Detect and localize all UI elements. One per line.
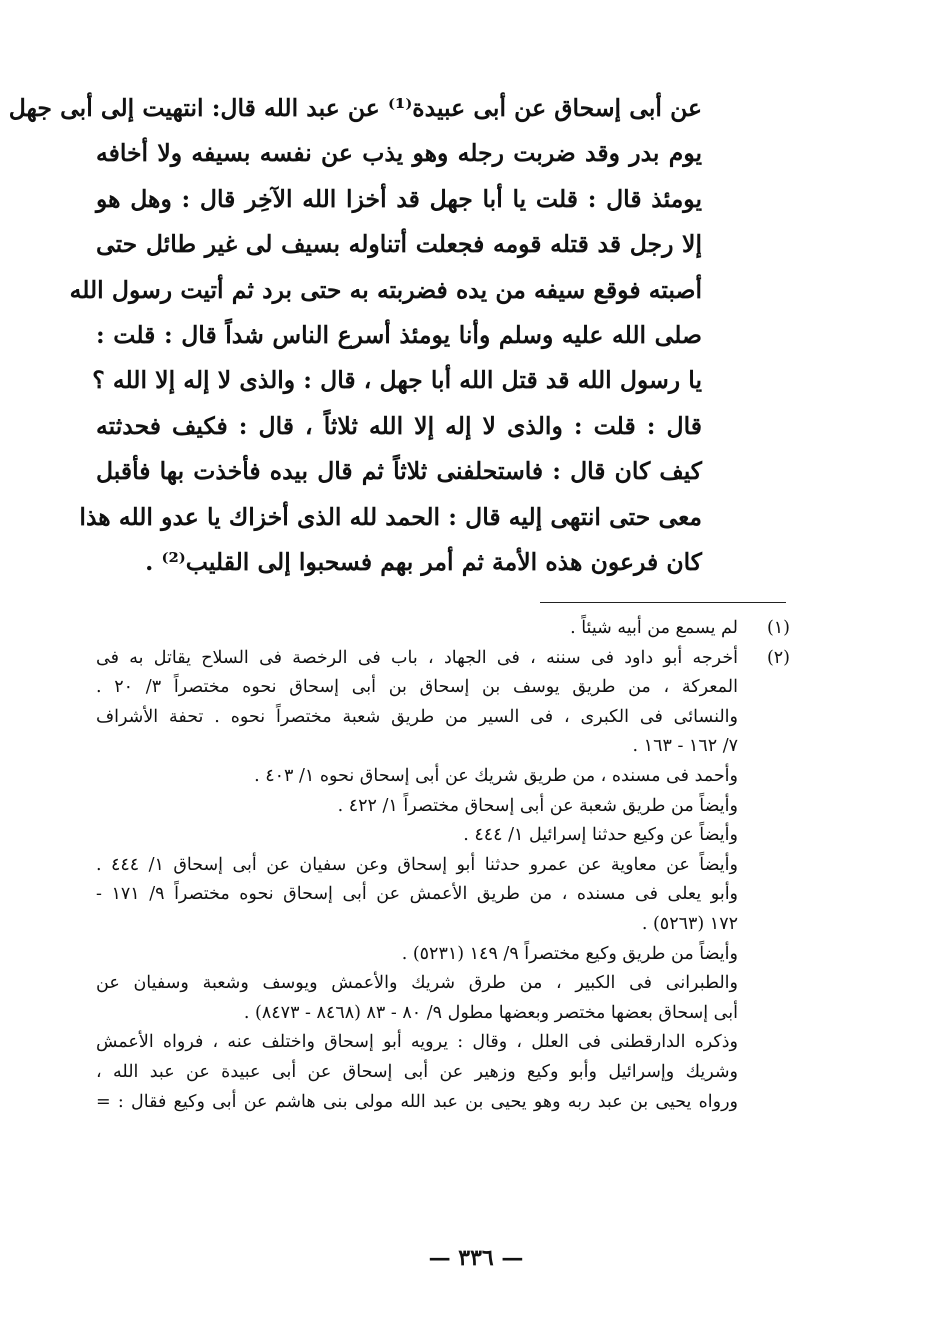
- footnote-line: [96, 910, 790, 940]
- footnote-2: [96, 644, 790, 674]
- footnote-number: (٢): [766, 647, 790, 668]
- footnote-text: والنسائى فى الكبرى ، فى السير من طريق شعبة مختصراً نحوه . تحفة الأشراف: [96, 706, 738, 727]
- footnote-text: المعركة ، من طريق يوسف بن إسحاق بن أبى إسحاق نحوه مختصراً ٣/ ٢٠ .: [96, 677, 738, 698]
- footnote-text: وأحمد فى مسنده ، من طريق شريك عن أبى إسحاق نحوه ١/ ٤٠٣ .: [254, 765, 738, 786]
- main-text-line: يومئذ قال : قلت يا أبا جهل قد أخزا الله الآخِر قال : وهل هو: [96, 184, 702, 213]
- main-text-line: صلى الله عليه وسلم وأنا يومئذ أسرع الناس شداً قال : قلت :: [96, 320, 702, 349]
- footnote-line: [96, 703, 790, 733]
- footnote-text: وأيضاً عن وكيع حدثنا إسرائيل ١/ ٤٤٤ .: [463, 825, 738, 846]
- main-text-body: [8, 86, 702, 585]
- footnote-text: وذكره الدارقطنى فى العلل ، وقال : يرويه أبو إسحاق واختلف عنه ، فرواه الأعمش: [96, 1032, 738, 1053]
- footnote-line: [96, 851, 790, 881]
- main-text-line: يا رسول الله قد قتل الله أبا جهل ، قال : والذى لا إله إلا الله ؟: [92, 366, 702, 395]
- main-text-line: يوم بدر وقد ضربت رجله وهو يذب عن نفسه بسيفه ولا أخافه: [96, 139, 702, 168]
- main-text-line: قال : قلت : والذى لا إله إلا الله ثلاثاً ، قال : فكيف فحدثته: [96, 411, 702, 440]
- footnote-line: [96, 1058, 790, 1088]
- footnote-text: وأيضاً من طريق شعبة عن أبى إسحاق مختصراً ١/ ٤٢٢ .: [337, 795, 738, 816]
- main-text-line: كيف كان قال : فاستحلفنى ثلاثاً ثم قال بيده فأخذت بها فأقبل: [96, 457, 702, 486]
- footnote-line: [96, 880, 790, 910]
- footnote-line: [96, 1088, 790, 1118]
- footnote-text: أخرجه أبو داود فى سننه ، فى الجهاد ، باب فى الرخصة فى السلاح يقاتل به فى: [96, 647, 738, 668]
- footnote-text: أبى إسحاق بعضها مختصر وبعضها مطول ٩/ ٨٠ - ٨٣ (٨٤٦٨ - ٨٤٧٣) .: [243, 1002, 738, 1023]
- footnote-text: ١٧٢ (٥٢٦٣) .: [641, 913, 738, 934]
- footnote-line: [96, 673, 790, 703]
- footnote-line: [96, 792, 790, 822]
- footnote-text: والطبرانى فى الكبير ، من طرق شريك والأعمش ويوسف وشعبة وسفيان عن: [96, 973, 738, 994]
- footnote-line: [96, 940, 790, 970]
- main-text-line: إلا رجل قد قتله قومه فجعلت أتناوله بسيف لى غير طائل حتى: [96, 230, 702, 259]
- footnote-line: [96, 969, 790, 999]
- footnote-line: [96, 821, 790, 851]
- footnote-number: (١): [766, 618, 790, 638]
- footnote-text: لم يسمع من أبيه شيئاً .: [570, 618, 738, 638]
- footnote-separator: [540, 602, 786, 603]
- footnote-line: [96, 1028, 790, 1058]
- main-text-line: معى حتى انتهى إليه قال : الحمد لله الذى أخزاك يا عدو الله هذا: [79, 502, 702, 531]
- page-number: — ٣٣٦ —: [428, 1245, 524, 1271]
- footnote-text: ورواه يحيى بن عبد ربه وهو يحيى بن عبد الله مولى بنى هاشم عن أبى وكيع فقال : =: [96, 1091, 738, 1112]
- footnote-line: [96, 999, 790, 1029]
- footnote-text: وأيضاً عن معاوية عن عمرو حدثنا أبو إسحاق وعن سفيان عن أبى إسحاق ١/ ٤٤٤ .: [96, 854, 738, 875]
- footnote-text: ٧/ ١٦٢ - ١٦٣ .: [632, 736, 738, 757]
- footnotes: [96, 614, 790, 1117]
- footnote-line: [96, 762, 790, 792]
- footnote-1: [96, 614, 790, 644]
- main-text-line: عن أبى إسحاق عن أبى عبيدة⁽¹⁾ عن عبد الله قال: انتهيت إلى أبى جهل: [8, 94, 702, 122]
- main-text-line: أصبته فوقع سيفه من يده فضربته به حتى برد ثم أتيت رسول الله: [69, 275, 702, 304]
- footnote-text: وشريك وإسرائيل وأبو وكيع وزهير عن أبى إسحاق عن أبى عبيدة عن عبد الله ،: [96, 1061, 738, 1082]
- main-text-line: كان فرعون هذه الأمة ثم أمر بهم فسحبوا إلى القليب⁽²⁾ .: [145, 547, 702, 576]
- footnote-text: وأيضاً من طريق وكيع مختصراً ٩/ ١٤٩ (٥٢٣١) .: [401, 943, 738, 964]
- footnote-text: وأبو يعلى فى مسنده ، من طريق الأعمش عن أبى إسحاق نحوه مختصراً ٩/ ١٧١ -: [96, 884, 739, 905]
- footnote-line: [96, 732, 790, 762]
